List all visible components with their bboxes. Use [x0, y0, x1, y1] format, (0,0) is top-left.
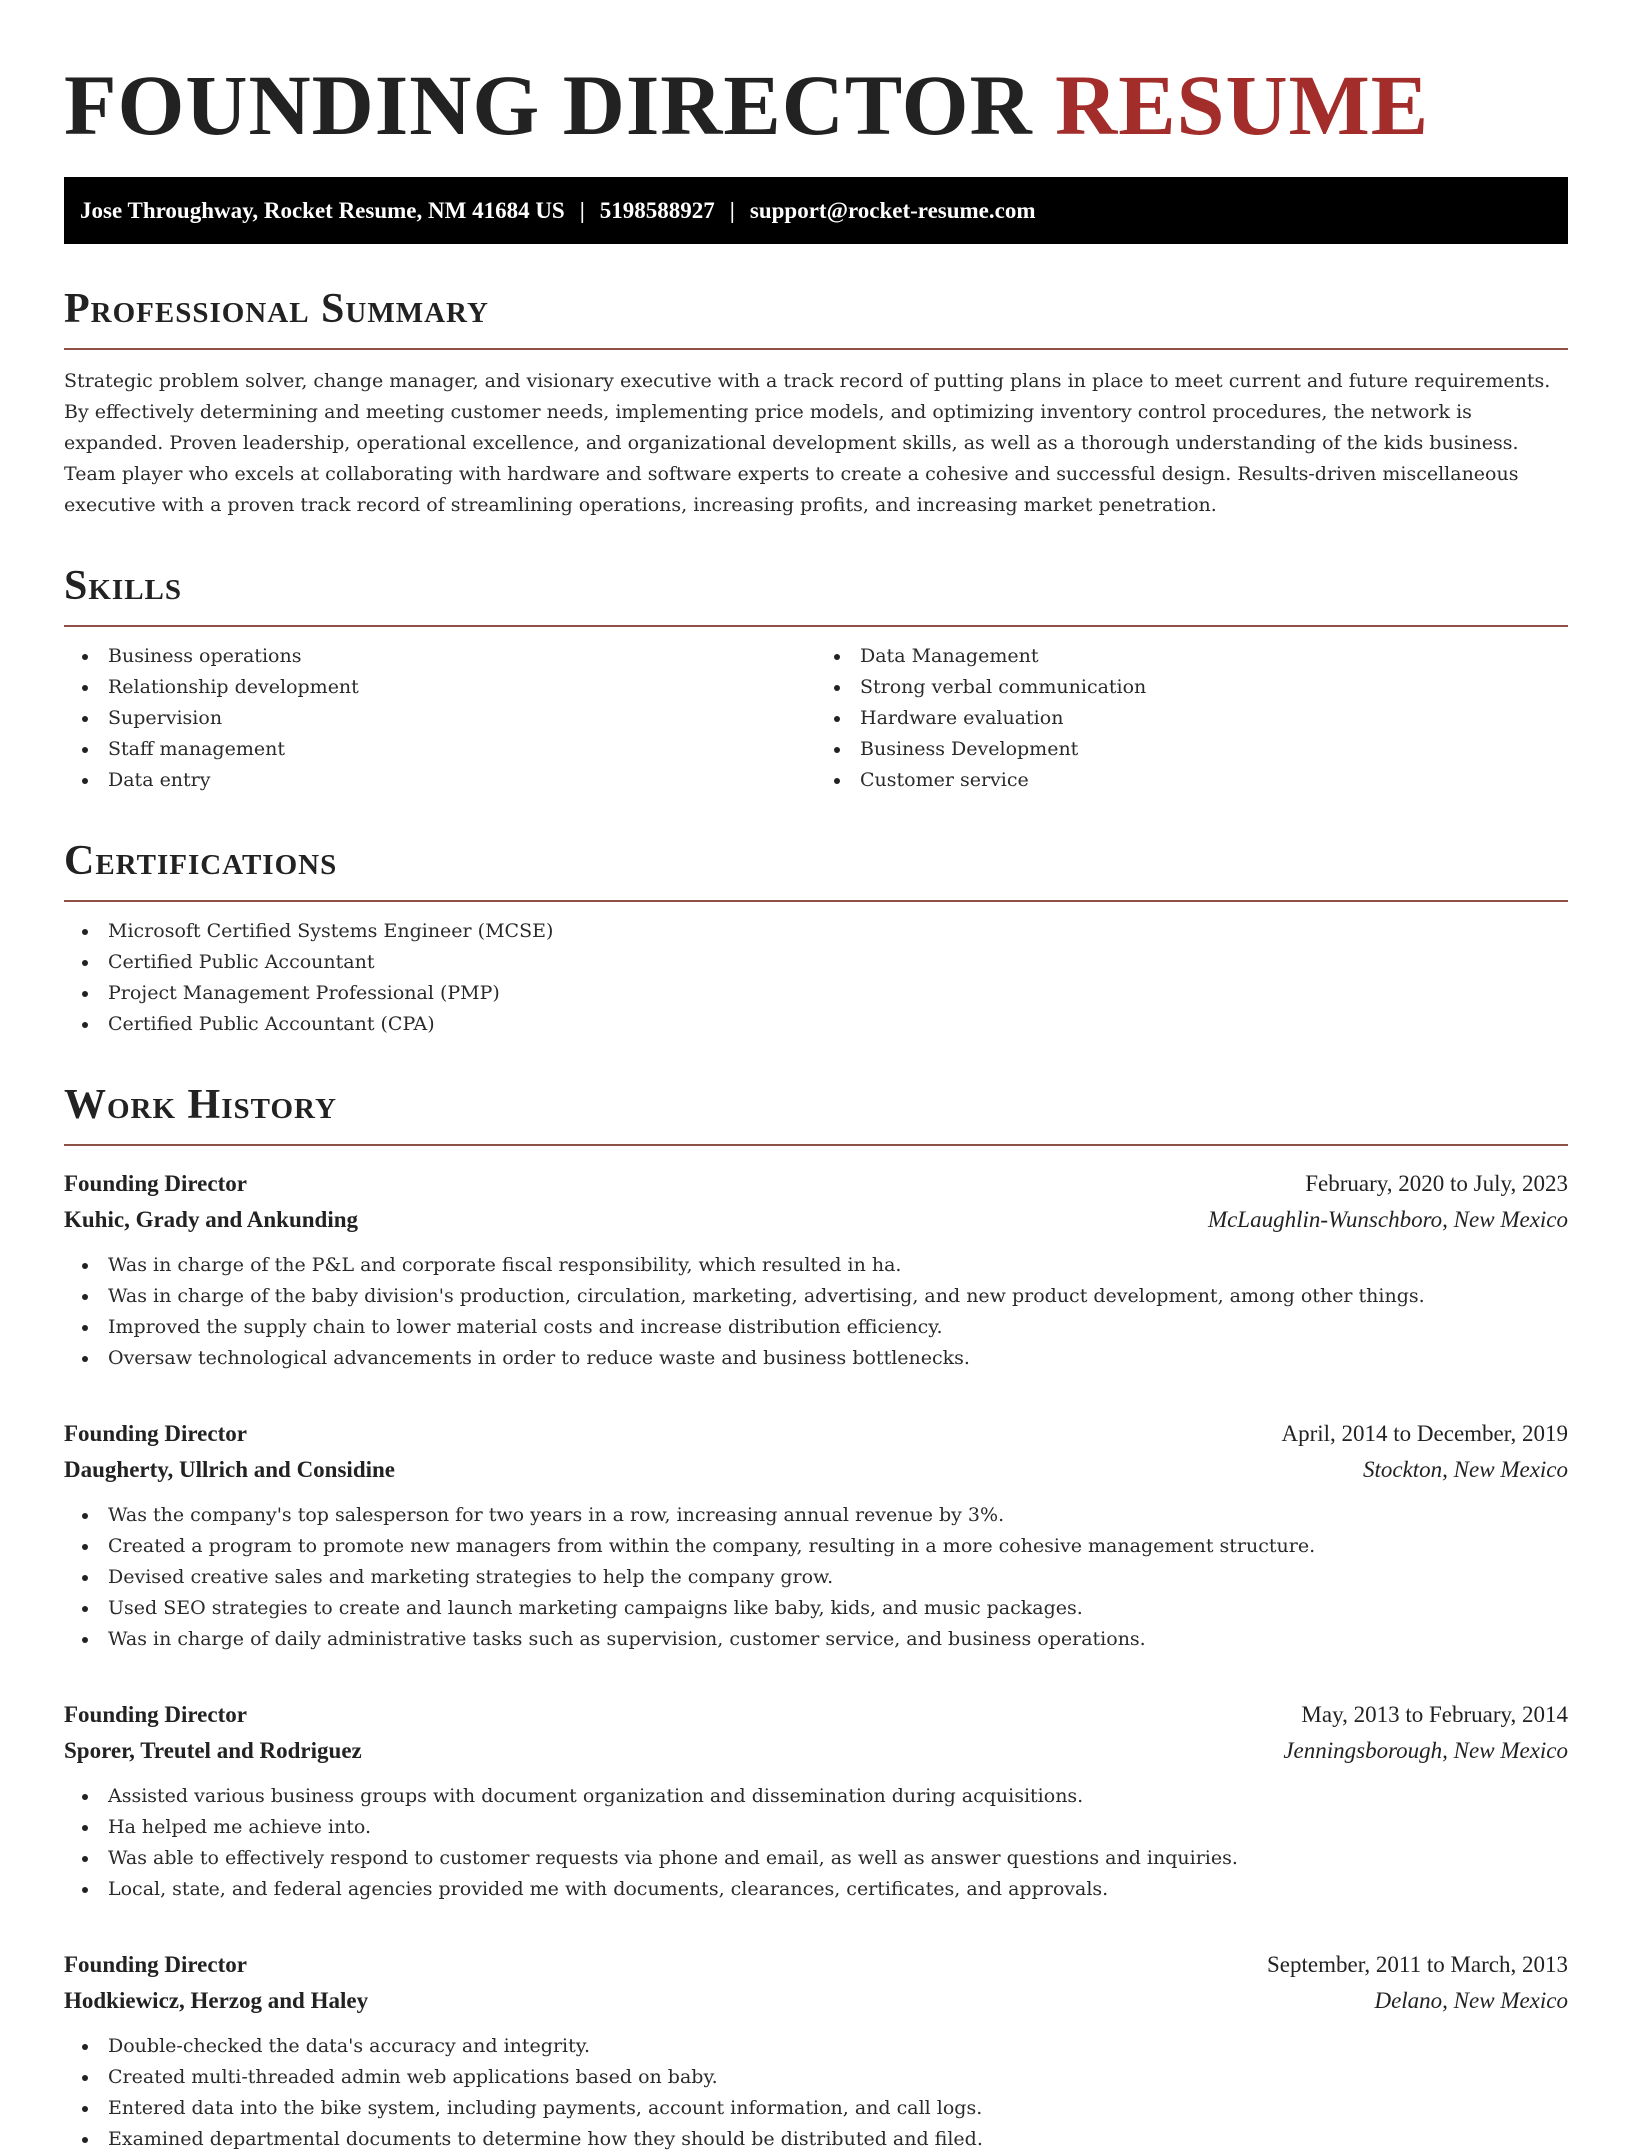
title-accent: RESUME	[1055, 57, 1430, 153]
job-company: Daugherty, Ullrich and Considine	[64, 1457, 395, 1482]
job-bullet: Local, state, and federal agencies provided me with documents, clearances, certificates, and approvals.	[64, 1874, 1568, 1905]
job-entry	[64, 1166, 1568, 1374]
job-dates: February, 2020 to July, 2023	[1305, 1171, 1568, 1196]
skill-item: Staff management	[64, 734, 816, 765]
skills-grid	[64, 627, 1568, 796]
job-bullets	[64, 1781, 1568, 1905]
job-header-row	[64, 1947, 1568, 1983]
skill-item: Supervision	[64, 703, 816, 734]
certification-item: Microsoft Certified Systems Engineer (MCSE)	[64, 916, 1568, 947]
contact-phone: 5198588927	[599, 198, 715, 223]
job-bullet: Assisted various business groups with document organization and dissemination during acquisitions.	[64, 1781, 1568, 1812]
job-entry	[64, 1697, 1568, 1905]
skills-list-left	[64, 641, 816, 796]
title-main: FOUNDING DIRECTOR	[64, 57, 1033, 153]
job-bullet: Was in charge of daily administrative tasks such as supervision, customer service, and business operations.	[64, 1624, 1568, 1655]
job-title: Founding Director	[64, 1702, 247, 1727]
job-bullet: Created a program to promote new managers from within the company, resulting in a more cohesive management structure.	[64, 1531, 1568, 1562]
job-company: Hodkiewicz, Herzog and Haley	[64, 1988, 369, 2013]
job-bullets	[64, 1500, 1568, 1655]
job-bullet: Devised creative sales and marketing strategies to help the company grow.	[64, 1562, 1568, 1593]
contact-separator: |	[729, 198, 735, 223]
job-bullet: Ha helped me achieve into.	[64, 1812, 1568, 1843]
job-dates: April, 2014 to December, 2019	[1281, 1421, 1568, 1446]
job-bullet: Double-checked the data's accuracy and integrity.	[64, 2031, 1568, 2062]
job-bullet: Was in charge of the baby division's production, circulation, marketing, advertising, and new product development, among other things.	[64, 1281, 1568, 1312]
skills-list-right	[816, 641, 1568, 796]
job-bullet: Created multi-threaded admin web applications based on baby.	[64, 2062, 1568, 2093]
contact-email: support@rocket-resume.com	[749, 198, 1036, 223]
job-bullet: Was able to effectively respond to customer requests via phone and email, as well as answer questions and inquiries.	[64, 1843, 1568, 1874]
job-company: Sporer, Treutel and Rodriguez	[64, 1738, 362, 1763]
job-title: Founding Director	[64, 1952, 247, 1977]
job-entry	[64, 1947, 1568, 2155]
job-bullets	[64, 2031, 1568, 2155]
job-bullet: Examined departmental documents to determine how they should be distributed and filed.	[64, 2124, 1568, 2155]
certifications-list	[64, 916, 1568, 1040]
job-company-row	[64, 1202, 1568, 1238]
job-company: Kuhic, Grady and Ankunding	[64, 1207, 359, 1232]
job-header-row	[64, 1697, 1568, 1733]
job-bullets	[64, 1250, 1568, 1374]
skill-item: Strong verbal communication	[816, 672, 1568, 703]
skill-item: Customer service	[816, 765, 1568, 796]
skill-item: Business operations	[64, 641, 816, 672]
certification-item: Project Management Professional (PMP)	[64, 978, 1568, 1009]
resume-title	[64, 50, 1568, 160]
job-company-row	[64, 1733, 1568, 1769]
contact-address: Jose Throughway, Rocket Resume, NM 41684 US	[80, 198, 565, 223]
summary-section	[64, 284, 1568, 521]
job-company-row	[64, 1983, 1568, 2019]
certification-item: Certified Public Accountant	[64, 947, 1568, 978]
skills-section	[64, 561, 1568, 796]
summary-text: Strategic problem solver, change manager, and visionary executive with a track record of putting plans in place to meet current and future requirements. By effectively determining and meeting customer needs, implementing price models, and optimizing inventory control procedures, the network is expanded. Proven leadership, operational excellence, and organizational development skills, as well as a thorough understanding of the kids business. Team player who excels at collaborating with hardware and software experts to create a cohesive and successful design. Results-driven miscellaneous executive with a proven track record of streamlining operations, increasing profits, and increasing market penetration.	[64, 370, 1551, 516]
contact-separator: |	[579, 198, 585, 223]
job-location: Stockton, New Mexico	[1362, 1457, 1568, 1482]
job-bullet: Used SEO strategies to create and launch marketing campaigns like baby, kids, and music packages.	[64, 1593, 1568, 1624]
certification-item: Certified Public Accountant (CPA)	[64, 1009, 1568, 1040]
job-header-row	[64, 1166, 1568, 1202]
job-location: Jenningsborough, New Mexico	[1283, 1738, 1568, 1763]
job-dates: May, 2013 to February, 2014	[1301, 1702, 1568, 1727]
work-history-section	[64, 1080, 1568, 2155]
certifications-heading: Certifications	[64, 836, 1568, 902]
job-location: McLaughlin-Wunschboro, New Mexico	[1207, 1207, 1568, 1232]
job-bullet: Oversaw technological advancements in order to reduce waste and business bottlenecks.	[64, 1343, 1568, 1374]
job-title: Founding Director	[64, 1171, 247, 1196]
work-history-heading: Work History	[64, 1080, 1568, 1146]
job-location: Delano, New Mexico	[1374, 1988, 1568, 2013]
job-company-row	[64, 1452, 1568, 1488]
contact-bar	[64, 177, 1568, 244]
job-bullet: Improved the supply chain to lower material costs and increase distribution efficiency.	[64, 1312, 1568, 1343]
job-bullet: Entered data into the bike system, including payments, account information, and call logs.	[64, 2093, 1568, 2124]
job-dates: September, 2011 to March, 2013	[1267, 1952, 1568, 1977]
job-header-row	[64, 1416, 1568, 1452]
job-bullet: Was in charge of the P&L and corporate fiscal responsibility, which resulted in ha.	[64, 1250, 1568, 1281]
certifications-section	[64, 836, 1568, 1040]
skill-item: Business Development	[816, 734, 1568, 765]
job-entry	[64, 1416, 1568, 1655]
skills-heading: Skills	[64, 561, 1568, 627]
skill-item: Relationship development	[64, 672, 816, 703]
skill-item: Data entry	[64, 765, 816, 796]
job-bullet: Was the company's top salesperson for two years in a row, increasing annual revenue by 3%.	[64, 1500, 1568, 1531]
job-title: Founding Director	[64, 1421, 247, 1446]
skill-item: Hardware evaluation	[816, 703, 1568, 734]
skill-item: Data Management	[816, 641, 1568, 672]
summary-heading: Professional Summary	[64, 284, 1568, 350]
